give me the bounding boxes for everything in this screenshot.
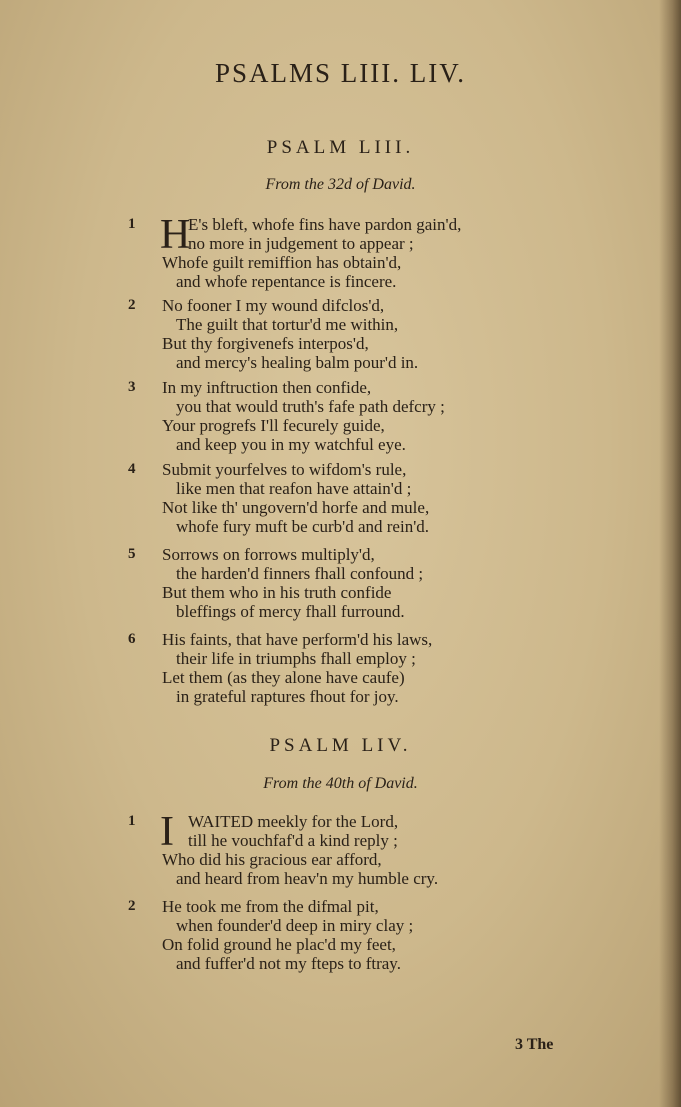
verse-line: when founder'd deep in miry clay ; [176, 916, 414, 935]
verse-line: like men that reafon have attain'd ; [176, 479, 412, 498]
verse-line: and whofe repentance is fincere. [176, 272, 397, 291]
verse-line: you that would truth's fafe path defcry ; [176, 397, 445, 416]
verse-line: till he vouchfaf'd a kind reply ; [188, 831, 398, 850]
psalm-liii-title: PSALM LIII. [266, 137, 415, 158]
verse-line: no more in judgement to appear ; [188, 234, 414, 253]
verse-line: their life in triumphs fhall employ ; [176, 649, 416, 668]
verse-line: in grateful raptures fhout for joy. [176, 687, 399, 706]
psalm-liv-subtitle: From the 40th of David. [263, 775, 418, 792]
verse-line: Sorrows on forrows multiply'd, [162, 545, 375, 564]
verse-line: the harden'd finners fhall confound ; [176, 564, 424, 583]
psalm-liii-stanza-6 [128, 630, 560, 706]
verse-line: But thy forgivenefs interpos'd, [162, 334, 369, 353]
verse-line: Your progrefs I'll fecurely guide, [162, 416, 385, 435]
verse-line: and mercy's healing balm pour'd in. [176, 353, 419, 372]
psalm-liii-stanza-1 [128, 212, 560, 291]
running-head: PSALMS LIII. LIV. [214, 58, 466, 88]
verse-line: Who did his gracious ear afford, [162, 850, 382, 869]
verse-line: WAITED meekly for the Lord, [188, 812, 399, 831]
stanza-number: 4 [128, 461, 136, 477]
verse-line: and keep you in my watchful eye. [176, 435, 406, 454]
verse-line: His faints, that have perform'd his laws, [162, 630, 433, 649]
verse-line: In my inftruction then confide, [162, 378, 372, 397]
psalm-liii-subtitle: From the 32d of David. [265, 176, 416, 193]
psalm-liii-stanza-5 [128, 545, 560, 621]
drop-cap: H [160, 212, 191, 258]
verse-line: The guilt that tortur'd me within, [176, 315, 399, 334]
stanza-number: 3 [128, 379, 136, 395]
catchword: 3 The [515, 1036, 554, 1053]
verse-line: He took me from the difmal pit, [162, 897, 379, 916]
drop-cap: I [160, 809, 174, 855]
psalm-liv-stanza-1 [128, 809, 560, 888]
stanza-number: 2 [128, 898, 136, 914]
stanza-number: 5 [128, 546, 136, 562]
psalm-liv-stanza-2 [128, 897, 560, 973]
verse-line: On folid ground he plac'd my feet, [162, 935, 396, 954]
verse-line: whofe fury muft be curb'd and rein'd. [176, 517, 430, 536]
psalm-liii-stanza-4 [128, 460, 560, 536]
psalm-liii-stanza-3 [128, 378, 560, 454]
verse-line: and heard from heav'n my humble cry. [176, 869, 439, 888]
verse-line: Not like th' ungovern'd horfe and mule, [162, 498, 430, 517]
stanza-number: 6 [128, 631, 136, 647]
stanza-number: 2 [128, 297, 136, 313]
verse-line: But them who in his truth confide [162, 583, 392, 602]
verse-line: E's bleft, whofe fins have pardon gain'd, [188, 215, 462, 234]
verse-line: Let them (as they alone have caufe) [162, 668, 405, 687]
verse-line: and fuffer'd not my fteps to ftray. [176, 954, 401, 973]
stanza-number: 1 [128, 813, 136, 829]
verse-line: bleffings of mercy fhall furround. [176, 602, 405, 621]
verse-line: Submit yourfelves to wifdom's rule, [162, 460, 407, 479]
stanza-number: 1 [128, 216, 136, 232]
psalm-liii-stanza-2 [128, 296, 560, 372]
verse-line: No fooner I my wound difclos'd, [162, 296, 385, 315]
psalm-liv-title: PSALM LIV. [269, 735, 412, 756]
page-gutter-shadow [659, 0, 681, 1107]
verse-line: Whofe guilt remiffion has obtain'd, [162, 253, 402, 272]
